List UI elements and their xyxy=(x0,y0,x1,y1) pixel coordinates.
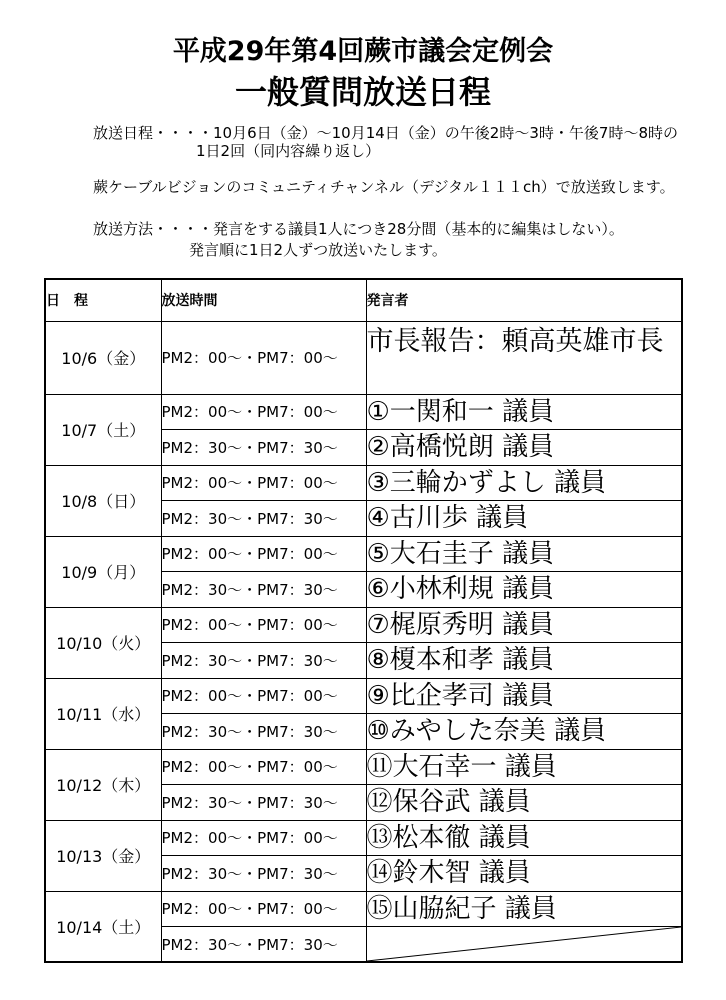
schedule-row xyxy=(45,465,682,501)
broadcast-time: PM2：30～・PM7：30～ xyxy=(161,927,366,963)
header-speaker: 発言者 xyxy=(366,279,682,321)
broadcast-time: PM2：00～・PM7：00～ xyxy=(161,678,366,714)
document-subtitle: 一般質問放送日程 xyxy=(234,73,491,111)
speaker-name: ⑭鈴木智 議員 xyxy=(366,856,682,892)
speaker-name: ⑧榎本和孝 議員 xyxy=(366,643,682,679)
broadcast-channel-text: 蕨ケーブルビジョンのコミュニティチャンネル（デジタル１１１ch）で放送致します。 xyxy=(93,178,675,196)
schedule-row xyxy=(45,678,682,714)
schedule-date: 10/7（土） xyxy=(45,394,161,465)
speaker-name: ⑤大石圭子 議員 xyxy=(366,536,682,572)
speaker-name: ②高橋悦朗 議員 xyxy=(366,430,682,466)
broadcast-method-text: 放送方法・・・・発言をする議員1人につき28分間（基本的に編集はしない）。 xyxy=(93,220,624,238)
schedule-date: 10/6（金） xyxy=(45,321,161,394)
broadcast-time: PM2：00～・PM7：00～ xyxy=(161,891,366,927)
diagonal-strike-line xyxy=(367,927,682,961)
speaker-name: 市長報告：頼高英雄市長 xyxy=(366,321,682,394)
schedule-row xyxy=(45,749,682,785)
speaker-name: ⑨比企孝司 議員 xyxy=(366,678,682,714)
speaker-name: ⑬松本徹 議員 xyxy=(366,820,682,856)
broadcast-schedule-text: 放送日程・・・・10月6日（金）～10月14日（金）の午後2時～3時・午後7時～8時の xyxy=(93,124,678,142)
schedule-row xyxy=(45,607,682,643)
speaker-name: ⑦梶原秀明 議員 xyxy=(366,607,682,643)
broadcast-time: PM2：30～・PM7：30～ xyxy=(161,643,366,679)
speaker-name: ⑥小林利規 議員 xyxy=(366,572,682,608)
header-broadcast-time: 放送時間 xyxy=(161,279,366,321)
schedule-date: 10/12（木） xyxy=(45,749,161,820)
broadcast-method-text-cont: 発言順に1日2人ずつ放送いたします。 xyxy=(189,241,447,259)
schedule-date: 10/9（月） xyxy=(45,536,161,607)
schedule-date: 10/13（金） xyxy=(45,820,161,891)
broadcast-time: PM2：00～・PM7：00～ xyxy=(161,465,366,501)
speaker-name: ③三輪かずよし 議員 xyxy=(366,465,682,501)
speaker-name: ④古川歩 議員 xyxy=(366,501,682,537)
broadcast-time: PM2：00～・PM7：00～ xyxy=(161,321,366,394)
broadcast-time: PM2：30～・PM7：30～ xyxy=(161,501,366,537)
schedule-row xyxy=(45,536,682,572)
broadcast-time: PM2：00～・PM7：00～ xyxy=(161,820,366,856)
speaker-name: ⑩みやした奈美 議員 xyxy=(366,714,682,750)
broadcast-time: PM2：30～・PM7：30～ xyxy=(161,856,366,892)
schedule-date: 10/14（土） xyxy=(45,891,161,962)
broadcast-time: PM2：00～・PM7：00～ xyxy=(161,536,366,572)
broadcast-schedule-text-cont: 1日2回（同内容繰り返し） xyxy=(196,142,381,160)
schedule-date: 10/11（水） xyxy=(45,678,161,749)
schedule-row xyxy=(45,820,682,856)
broadcast-time: PM2：30～・PM7：30～ xyxy=(161,572,366,608)
table-header-row xyxy=(45,279,682,321)
document-title: 平成29年第4回蕨市議会定例会 xyxy=(172,36,554,67)
broadcast-time: PM2：00～・PM7：00～ xyxy=(161,394,366,430)
schedule-row xyxy=(45,394,682,430)
speaker-cell-empty xyxy=(366,927,682,963)
broadcast-time: PM2：00～・PM7：00～ xyxy=(161,749,366,785)
schedule-row xyxy=(45,321,682,394)
schedule-date: 10/8（日） xyxy=(45,465,161,536)
header-date: 日 程 xyxy=(45,279,161,321)
schedule-date: 10/10（火） xyxy=(45,607,161,678)
broadcast-time: PM2：30～・PM7：30～ xyxy=(161,785,366,821)
broadcast-time: PM2：30～・PM7：30～ xyxy=(161,430,366,466)
speaker-name: ①一関和一 議員 xyxy=(366,394,682,430)
broadcast-time: PM2：00～・PM7：00～ xyxy=(161,607,366,643)
speaker-name: ⑫保谷武 議員 xyxy=(366,785,682,821)
broadcast-time: PM2：30～・PM7：30～ xyxy=(161,714,366,750)
broadcast-schedule-table xyxy=(44,278,683,963)
speaker-name: ⑪大石幸一 議員 xyxy=(366,749,682,785)
schedule-row xyxy=(45,891,682,927)
speaker-name: ⑮山脇紀子 議員 xyxy=(366,891,682,927)
